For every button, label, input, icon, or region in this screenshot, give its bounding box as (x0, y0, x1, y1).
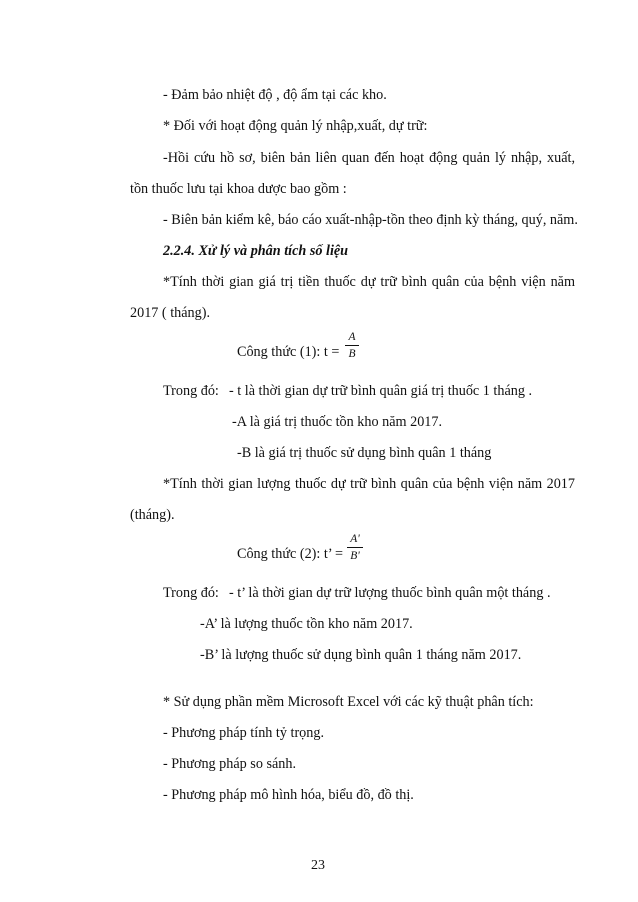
line-temperature: - Đảm bảo nhiệt độ , độ ẩm tại các kho. (163, 87, 387, 103)
line-import-export-activity: * Đối với hoạt động quản lý nhập,xuất, dự trữ: (163, 118, 428, 134)
where-2-a: -A’ là lượng thuốc tồn kho năm 2017. (200, 616, 413, 632)
where-1-t: - t là thời gian dự trữ bình quân giá trị thuốc 1 tháng . (229, 383, 533, 399)
formula-1-numerator: A (348, 331, 356, 343)
formula-1-denominator: B (348, 348, 356, 360)
line-inventory-reports: - Biên bản kiểm kê, báo cáo xuất-nhập-tồn theo định kỳ tháng, quý, năm. (163, 212, 578, 228)
formula-1-fraction (345, 331, 359, 360)
line-method-modeling: - Phương pháp mô hình hóa, biểu đồ, đồ thị. (163, 787, 414, 803)
page-number: 23 (311, 858, 325, 873)
where-1-label: Trong đó: (163, 383, 219, 399)
line-method-compare: - Phương pháp so sánh. (163, 756, 297, 772)
where-1-b: -B là giá trị thuốc sử dụng bình quân 1 tháng (237, 445, 492, 461)
paragraph-quantity-time: *Tính thời gian lượng thuốc dự trữ bình quân của bệnh viện năm 2017 (163, 476, 575, 492)
where-2-label: Trong đó: (163, 585, 219, 601)
formula-1-label: Công thức (1): t = (237, 344, 340, 360)
line-method-proportion: - Phương pháp tính tỷ trọng. (163, 725, 325, 741)
where-1-a: -A là giá trị thuốc tồn kho năm 2017. (232, 414, 443, 430)
where-2-t: - t’ là thời gian dự trữ lượng thuốc bình quân một tháng . (229, 585, 551, 601)
formula-2-numerator: A' (350, 533, 360, 545)
formula-2-denominator: B' (350, 550, 360, 562)
formula-2-bar (347, 547, 363, 548)
where-2-b: -B’ là lượng thuốc sử dụng bình quân 1 tháng năm 2017. (200, 647, 522, 663)
formula-1-bar (345, 345, 359, 346)
line-excel-usage: * Sử dụng phần mềm Microsoft Excel với các kỹ thuật phân tích: (163, 694, 534, 710)
line-records-review-cont: tồn thuốc lưu tại khoa dược bao gồm : (130, 181, 347, 197)
paragraph-value-time: *Tính thời gian giá trị tiền thuốc dự trữ bình quân của bệnh viện năm (163, 274, 575, 290)
formula-2-label: Công thức (2): t’ = (237, 546, 344, 562)
paragraph-value-time-cont: 2017 ( tháng). (130, 305, 210, 321)
line-records-review: -Hồi cứu hồ sơ, biên bản liên quan đến hoạt động quản lý nhập, xuất, (163, 150, 575, 166)
paragraph-quantity-time-cont: (tháng). (130, 507, 175, 523)
formula-2-fraction (347, 533, 363, 562)
section-heading: 2.2.4. Xử lý và phân tích số liệu (163, 243, 349, 259)
